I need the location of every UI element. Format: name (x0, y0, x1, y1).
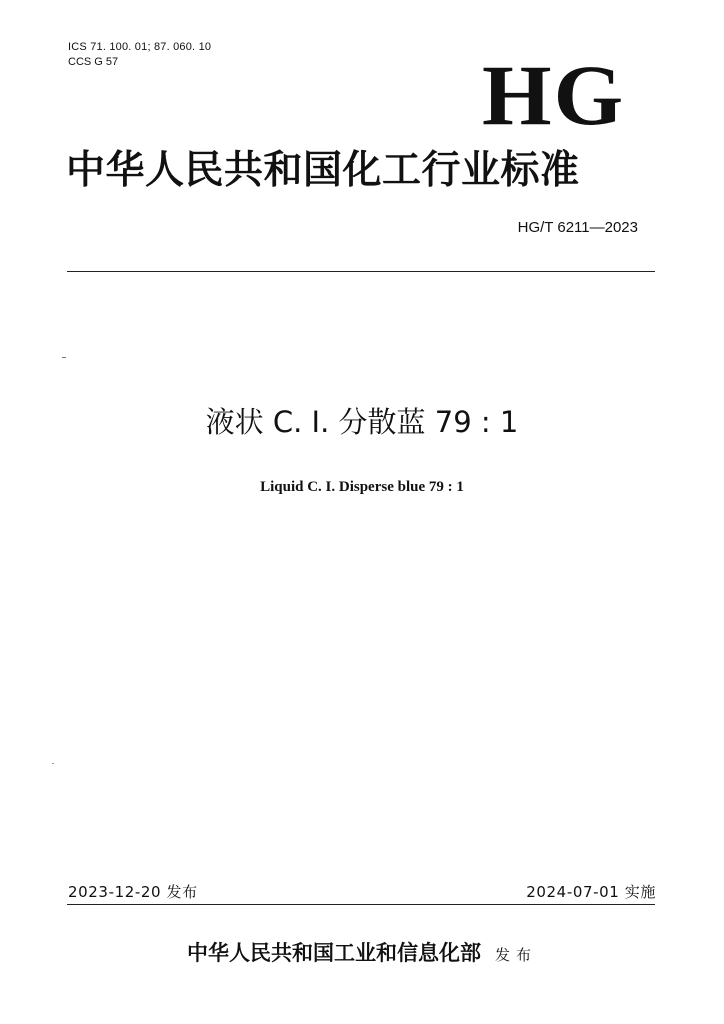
issue-date: 2023-12-20 发布 (68, 883, 198, 901)
implementation-date: 2024-07-01 实施 (526, 883, 656, 901)
standard-category-title: 中华人民共和国化工行业标准 (66, 147, 580, 193)
top-divider (67, 271, 655, 272)
margin-mark-lower (52, 763, 54, 764)
ccs-code: CCS G 57 (68, 56, 119, 68)
issuer-name: 中华人民共和国工业和信息化部 (186, 940, 481, 965)
hg-logo: HG (482, 47, 626, 143)
standard-number: HG/T 6211—2023 (517, 219, 638, 236)
issuer-action: 发布 (494, 946, 537, 964)
document-title-chinese: 液状 C. I. 分散蓝 79 : 1 (205, 405, 519, 439)
issuer-line (0, 938, 724, 970)
document-title-english: Liquid C. I. Disperse blue 79 : 1 (260, 479, 464, 495)
bottom-divider (67, 904, 655, 905)
margin-mark (62, 357, 66, 358)
ics-code: ICS 71. 100. 01; 87. 060. 10 (68, 41, 212, 53)
